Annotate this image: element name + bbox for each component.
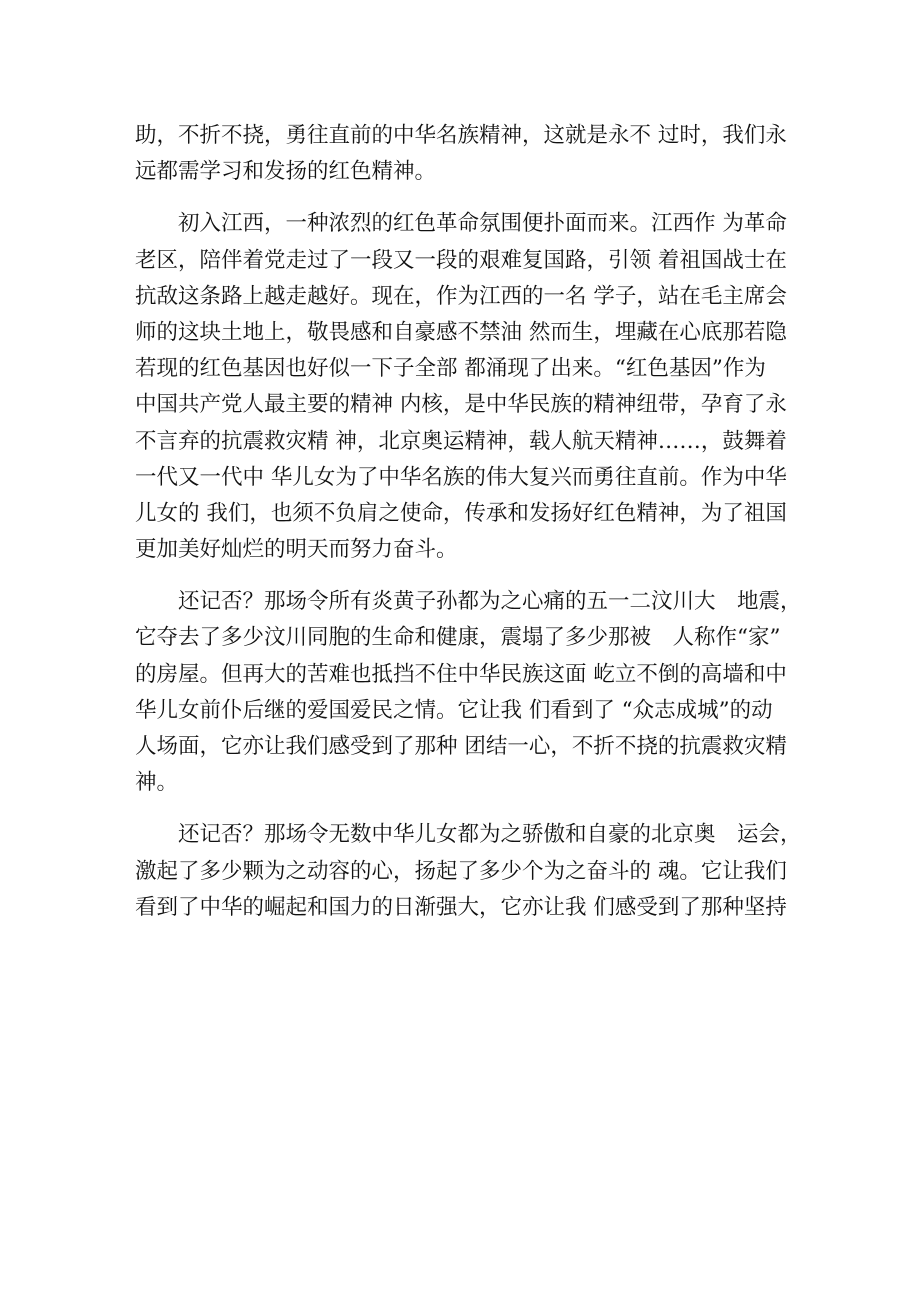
text-line: 助，不折不挠，勇往直前的中华名族精神，这就是永不 过时，我们永 (135, 123, 787, 148)
text-line: 远都需学习和发扬的红色精神。 (135, 159, 437, 185)
text-line: 一代又一代中 华儿女为了中华名族的伟大复兴而勇往直前。作为中华 (135, 464, 787, 490)
text-line: 儿女的 我们，也须不负肩之使命，传承和发扬好红色精神，为了祖国 (135, 500, 787, 526)
text-line: 初入江西，一种浓烈的红色革命氛围便扑面而来。江西作 为革命 (135, 211, 787, 237)
paragraph-1 (135, 118, 815, 190)
text-line: 若现的红色基因也好似一下子全部 都涌现了出来。“红色基因”作为 (135, 356, 766, 382)
text-line: 中国共产党人最主要的精神 内核，是中华民族的精神纽带，孕育了永 (135, 392, 787, 418)
paragraph-4 (135, 817, 815, 926)
text-line: 的房屋。但再大的苦难也抵挡不住中华民族这面 屹立不倒的高墙和中 (135, 661, 787, 687)
text-line: 神。 (135, 770, 179, 796)
text-line: 不言弃的抗震救灾精 神，北京奥运精神，载人航天精神……，鼓舞着 (135, 428, 787, 454)
text-line: 还记否？那场令无数中华儿女都为之骄傲和自豪的北京奥 运会， (135, 822, 802, 848)
document-body (135, 118, 815, 942)
text-line: 师的这块土地上，敬畏感和自豪感不禁油 然而生，埋藏在心底那若隐 (135, 319, 787, 345)
text-line: 它夺去了多少汶川同胞的生命和健康，震塌了多少那被 人称作“家” (135, 625, 781, 651)
text-line: 华儿女前仆后继的爱国爱民之情。它让我 们看到了 “众志成城”的动 (135, 697, 773, 723)
text-line: 抗敌这条路上越走越好。现在，作为江西的一名 学子，站在毛主席会 (135, 283, 787, 309)
paragraph-3 (135, 584, 815, 801)
paragraph-2 (135, 206, 815, 568)
text-line: 老区，陪伴着党走过了一段又一段的艰难复国路，引领 着祖国战士在 (135, 247, 787, 273)
text-line: 激起了多少颗为之动容的心，扬起了多少个为之奋斗的 魂。它让我们 (135, 858, 787, 884)
text-line: 看到了中华的崛起和国力的日渐强大，它亦让我 们感受到了那种坚持 (135, 894, 787, 920)
text-line: 更加美好灿烂的明天而努力奋斗。 (135, 537, 458, 563)
text-line: 还记否？那场令所有炎黄子孙都为之心痛的五一二汶川大 地震， (135, 589, 802, 615)
text-line: 人场面，它亦让我们感受到了那种 团结一心，不折不挠的抗震救灾精 (135, 734, 787, 759)
